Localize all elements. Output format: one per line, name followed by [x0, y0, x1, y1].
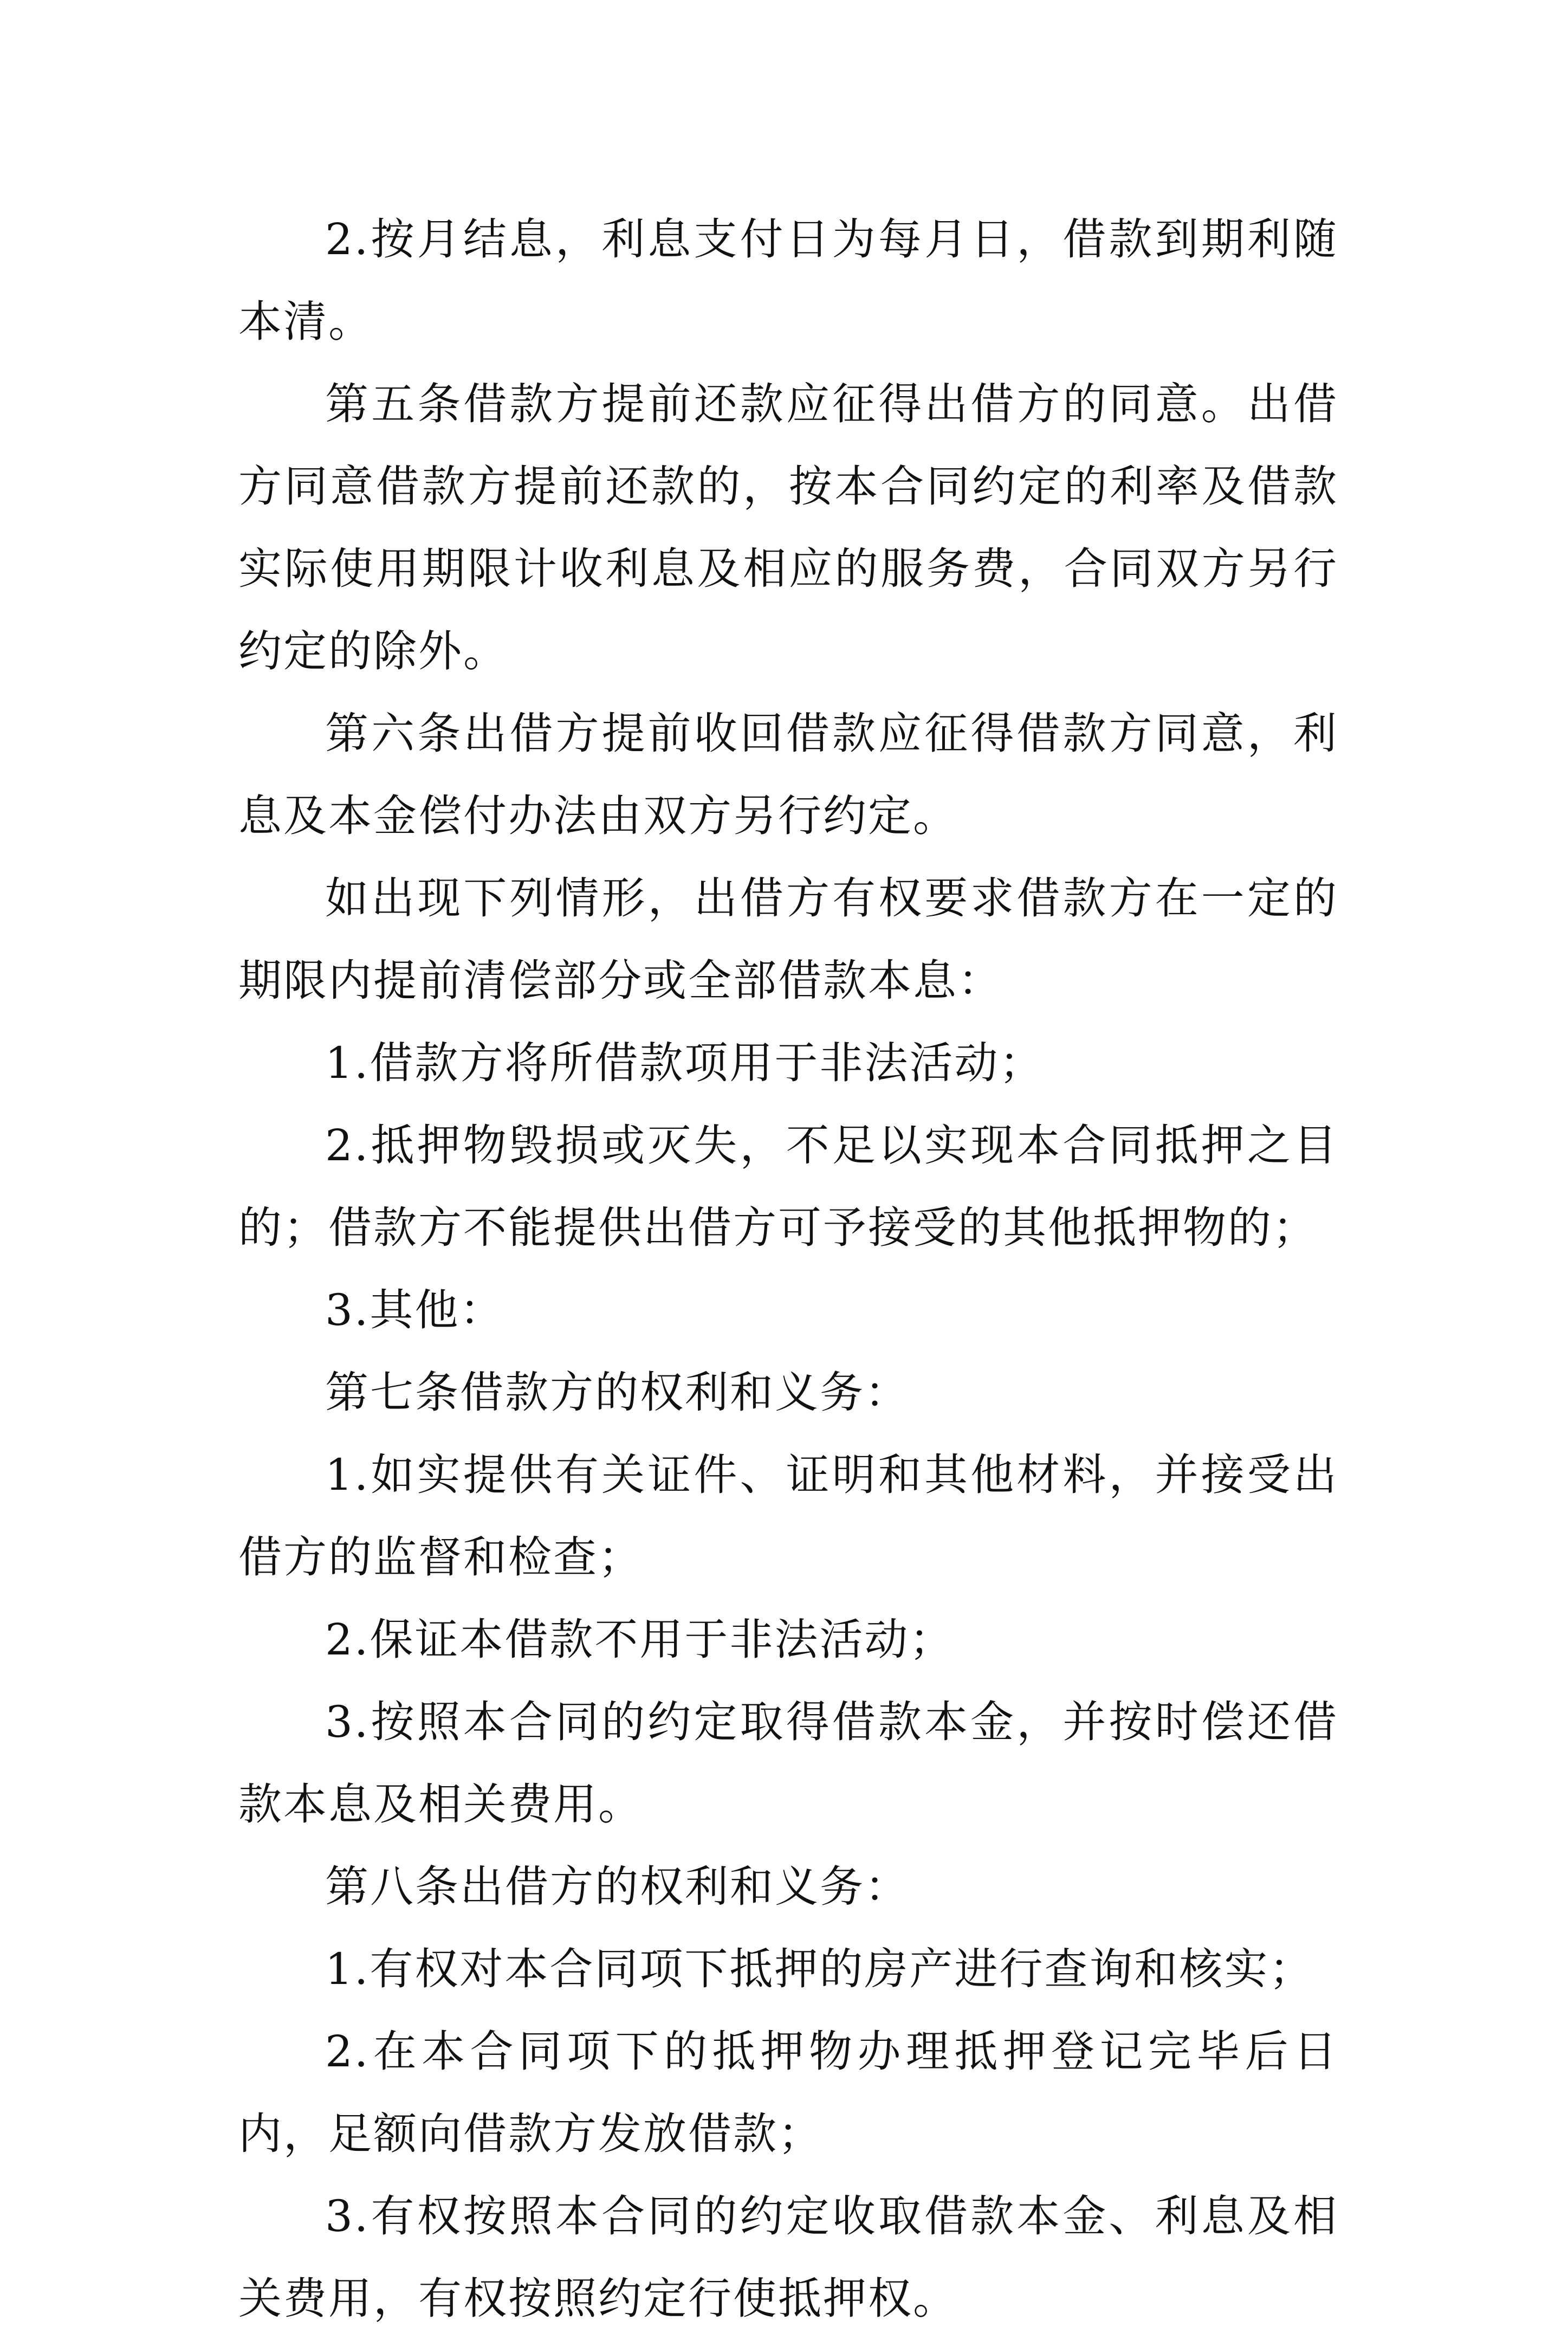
- paragraph: 1.有权对本合同项下抵押的房产进行查询和核实；: [325, 1944, 1314, 1994]
- paragraph: 第五条借款方提前还款应征得出借方的同意。出借方同意借款方提前还款的，按本合同约定的利率及借款实际使用期限计收利息及相应的服务费，合同双方另行约定的除外。: [238, 379, 1338, 676]
- paragraph: 第八条出借方的权利和义务：: [325, 1861, 910, 1912]
- paragraph: 2.在本合同项下的抵押物办理抵押登记完毕后日内，足额向借款方发放借款；: [238, 2026, 1338, 2159]
- paragraph: 1.借款方将所借款项用于非法活动；: [325, 1038, 1045, 1088]
- paragraph: 1.如实提供有关证件、证明和其他材料，并接受出借方的监督和检查；: [238, 1450, 1338, 1582]
- paragraph: 3.其他：: [325, 1285, 505, 1335]
- paragraph: 3.有权按照本合同的约定收取借款本金、利息及相关费用，有权按照约定行使抵押权。: [238, 2191, 1338, 2324]
- paragraph: 3.按照本合同的约定取得借款本金，并按时偿还借款本息及相关费用。: [238, 1697, 1338, 1830]
- paragraph: 2.保证本借款不用于非法活动；: [325, 1614, 955, 1665]
- paragraph: 第七条借款方的权利和义务：: [325, 1367, 910, 1418]
- document-body: [238, 198, 1338, 2340]
- paragraph: 如出现下列情形，出借方有权要求借款方在一定的期限内提前清偿部分或全部借款本息：: [238, 873, 1338, 1006]
- paragraph: 2.按月结息，利息支付日为每月日，借款到期利随本清。: [238, 214, 1338, 347]
- paragraph: 2.抵押物毁损或灭失，不足以实现本合同抵押之目的；借款方不能提供出借方可予接受的其他抵押物的；: [238, 1120, 1338, 1253]
- paragraph: 第六条出借方提前收回借款应征得借款方同意，利息及本金偿付办法由双方另行约定。: [238, 708, 1338, 841]
